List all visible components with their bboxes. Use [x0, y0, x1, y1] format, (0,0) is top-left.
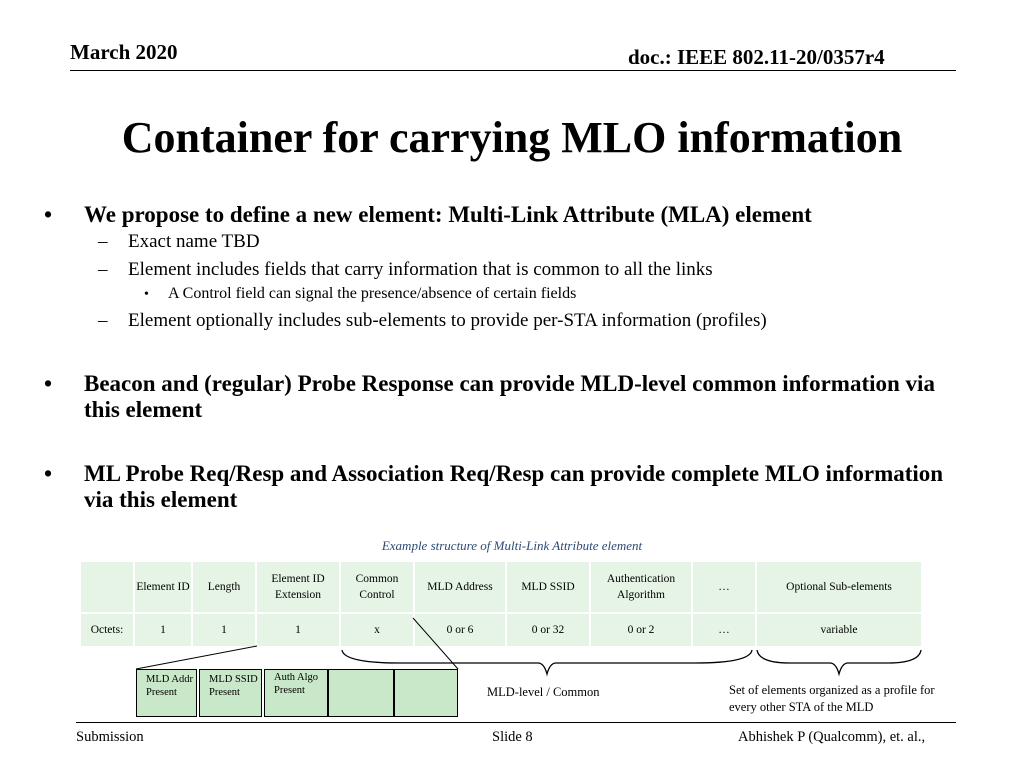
figure-caption: Example structure of Multi-Link Attribute element	[381, 538, 643, 553]
bullet-text: We propose to define a new element: Multi-Link Attribute (MLA) element	[84, 202, 812, 227]
octets-mld-ssid: 0 or 32	[507, 614, 589, 646]
field-ellipsis: …	[693, 562, 755, 612]
octets-mld-address: 0 or 6	[415, 614, 505, 646]
control-bit-reserved	[394, 669, 458, 717]
control-bit-mld-addr-present: MLD Addr Present	[136, 669, 197, 717]
field-mld-ssid: MLD SSID	[507, 562, 589, 612]
expand-line-right	[413, 618, 458, 669]
field-authentication-algorithm: Authentication Algorithm	[591, 562, 691, 612]
field-optional-sub-elements: Optional Sub-elements	[757, 562, 921, 612]
sub-sub-bullet-text: A Control field can signal the presence/absence of certain fields	[168, 285, 577, 302]
bullet-marker: •	[44, 371, 53, 396]
field-length: Length	[193, 562, 255, 612]
octets-common-control: x	[341, 614, 413, 646]
sub-elements-brace	[757, 650, 921, 674]
octets-element-id: 1	[135, 614, 191, 646]
dash-marker: –	[98, 231, 108, 252]
field-element-id: Element ID	[135, 562, 191, 612]
octets-element-id-extension: 1	[257, 614, 339, 646]
octets-label: Octets:	[81, 614, 133, 646]
header-date: March 2020	[70, 40, 178, 64]
field-common-control: Common Control	[341, 562, 413, 612]
slide-title: Container for carrying MLO information	[121, 113, 903, 162]
control-bit-mld-ssid-present: MLD SSID Present	[199, 669, 262, 717]
bullet-text: ML Probe Req/Resp and Association Req/Resp can provide complete MLO information via this element	[84, 461, 944, 512]
dash-marker: –	[98, 259, 108, 280]
header-doc-id: doc.: IEEE 802.11-20/0357r4	[628, 45, 885, 69]
octets-optional-sub-elements: variable	[757, 614, 921, 646]
footer-submission: Submission	[76, 729, 144, 745]
field-element-id-extension: Element ID Extension	[257, 562, 339, 612]
sub-bullet-text: Exact name TBD	[128, 231, 260, 252]
footer-author: Abhishek P (Qualcomm), et. al.,	[738, 729, 926, 745]
dash-marker: –	[98, 310, 108, 331]
slide-number: Slide 8	[492, 729, 533, 745]
field-mld-address: MLD Address	[415, 562, 505, 612]
control-bit-auth-algo-present: Auth Algo Present	[264, 669, 328, 717]
sub-bullet-text: Element includes fields that carry information that is common to all the links	[128, 259, 713, 280]
bullet-text: Beacon and (regular) Probe Response can provide MLD-level common information via this element	[84, 371, 935, 422]
sub-bullet-text: Element optionally includes sub-elements to provide per-STA information (profiles)	[128, 310, 767, 331]
bullet-marker: •	[144, 287, 149, 302]
octets-length: 1	[193, 614, 255, 646]
mld-level-label: MLD-level / Common	[487, 685, 600, 699]
bullet-marker: •	[44, 461, 53, 486]
footer-divider	[76, 722, 956, 723]
expand-line-left	[136, 646, 257, 669]
control-bit-reserved	[328, 669, 394, 717]
bullet-marker: •	[44, 202, 53, 227]
octets-authentication-algorithm: 0 or 2	[591, 614, 691, 646]
profile-note: Set of elements organized as a profile for every other STA of the MLD	[729, 683, 935, 714]
octets-ellipsis: …	[693, 614, 755, 646]
